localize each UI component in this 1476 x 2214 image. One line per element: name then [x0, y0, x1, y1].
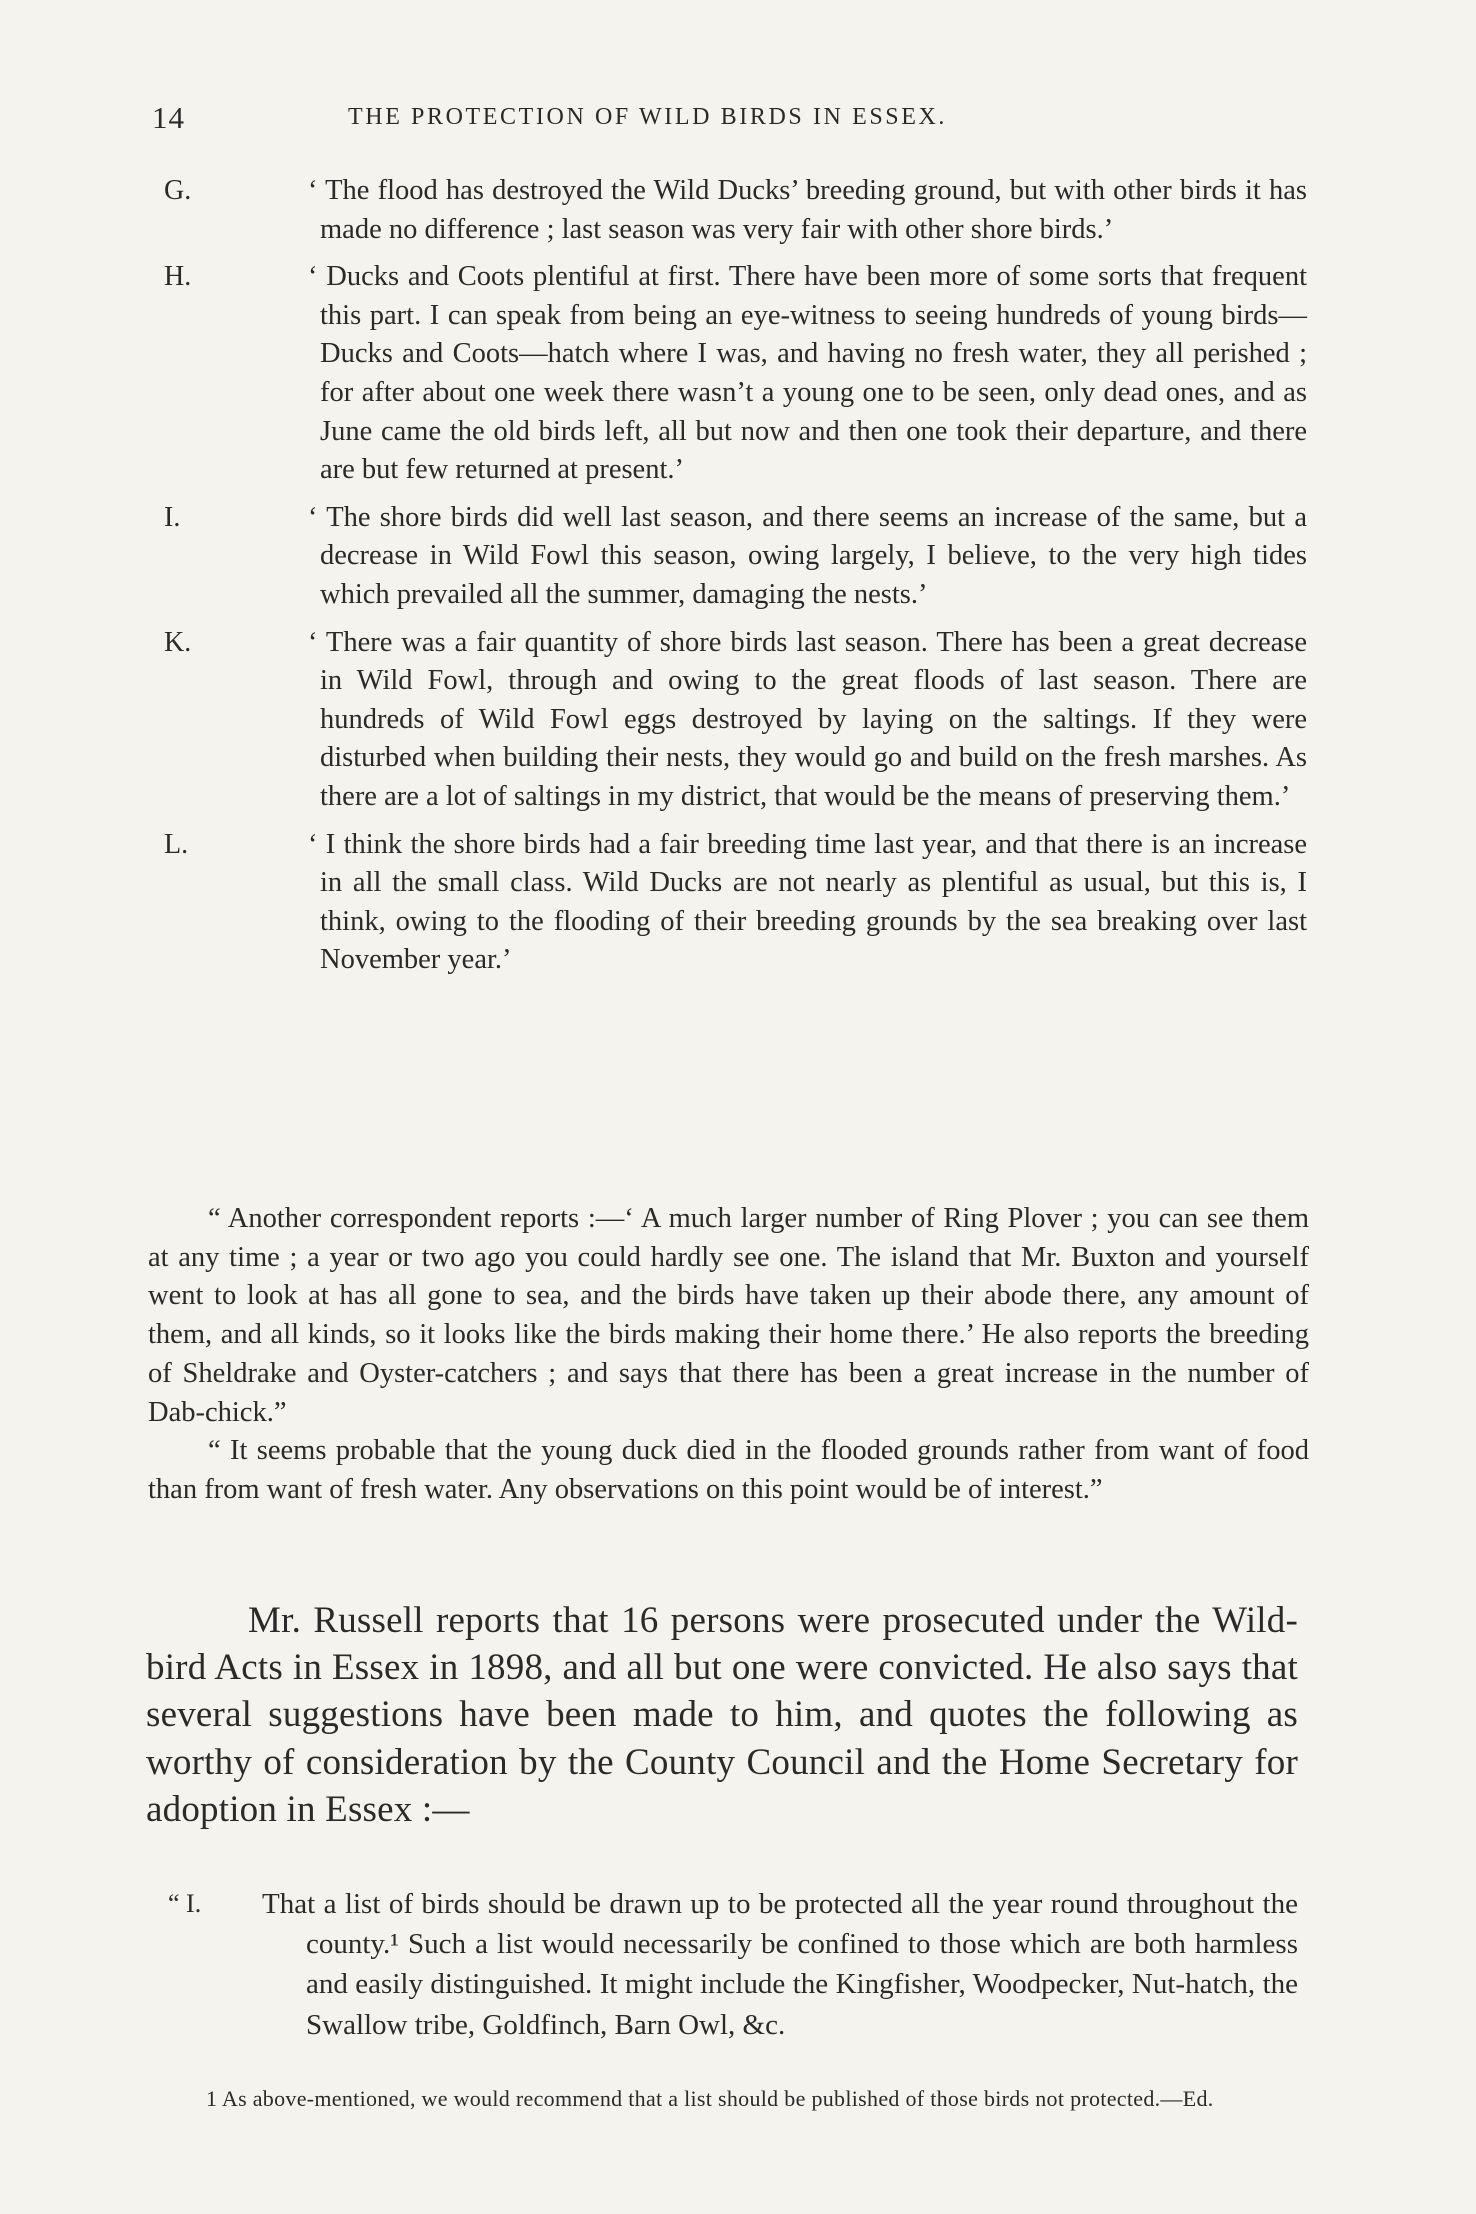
correspondent-report-paragraph: “ Another correspondent reports :—‘ A much larger number of Ring Plover ; you can see them at any time ; a year or two ago you could hardly see one. The island that Mr. Buxton and yourself went to look at has all gone to sea, and the birds have taken up their abode there, any amount of them, and all kinds, so it looks like the birds making their home there.’ He also reports the breeding of Sheldrake and Oyster-catchers ; and says that there has been a great increase in the number of Dab-chick.”	[148, 1203, 1309, 1428]
running-head: THE PROTECTION OF WILD BIRDS IN ESSEX.	[348, 104, 948, 130]
entry-text: ‘ The shore birds did well last season, and there seems an increase of the same, but a decrease in Wild Fowl this season, owing largely, I believe, to the very high tides which prevailed all the summer, damaging the nests.’	[308, 501, 1307, 610]
entry-letter: L.	[164, 828, 189, 860]
suggestion-text: That a list of birds should be drawn up to be protected all the year round throughout the county.¹ Such a list would necessarily be confined to those which are both harmless and easily distinguished. It might include the Kingfisher, Woodpecker, Nut-hatch, the Swallow tribe, Goldfinch, Barn Owl, &c.	[262, 1888, 1298, 2041]
entry-g	[152, 172, 1307, 249]
suggestion-item	[168, 1884, 1298, 2045]
entry-text: ‘ The flood has destroyed the Wild Ducks’ breeding ground, but with other birds it has made no difference ; last season was very fair with other shore birds.’	[308, 175, 1307, 245]
entry-letter: I.	[164, 501, 181, 533]
quoted-report	[148, 1200, 1309, 1510]
page-number: 14	[152, 100, 185, 135]
correspondent-entries	[152, 172, 1307, 989]
entry-l	[152, 826, 1307, 980]
entry-text: ‘ There was a fair quantity of shore birds last season. There has been a great decrease in Wild Fowl, through and owing to the great floods of last season. There are hundreds of Wild Fowl eggs destroyed by laying on the saltings. If they were disturbed when building their nests, they would go and build on the fresh marshes. As there are a lot of saltings in my district, that would be the means of preserving them.’	[308, 626, 1307, 812]
footnote: 1 As above-mentioned, we would recommend that a list should be published of those birds not protected.—Ed.	[206, 2086, 1214, 2111]
entry-text: ‘ Ducks and Coots plentiful at first. There have been more of some sorts that frequent this part. I can speak from being an eye-witness to seeing hundreds of young birds—Ducks and Coots—hatch where I was, and having no fresh water, they all perished ; for after about one week there wasn’t a young one to be seen, only dead ones, and as June came the old birds left, all but now and then one took their departure, and there are but few returned at present.’	[308, 261, 1307, 486]
entry-letter: K.	[164, 626, 192, 658]
entry-text: ‘ I think the shore birds had a fair breeding time last year, and that there is an increase in all the small class. Wild Ducks are not nearly as plentiful as usual, but this is, I think, owing to the flooding of their breeding grounds by the sea breaking over last November year.’	[308, 828, 1307, 976]
entry-letter: G.	[164, 175, 192, 206]
entry-k	[152, 624, 1307, 817]
suggestion-number: “ I.	[168, 1889, 202, 1918]
entry-letter: H.	[164, 261, 192, 293]
russell-report-paragraph: Mr. Russell reports that 16 persons were prosecuted under the Wild-bird Acts in Essex in 1898, and all but one were convicted. He also says that several suggestions have been made to him, and quotes the following as worthy of consideration by the County Council and the Home Secretary for adoption in Essex :—	[146, 1600, 1298, 1830]
entry-i	[152, 499, 1307, 615]
observation-paragraph: “ It seems probable that the young duck died in the flooded grounds rather from want of food than from want of fresh water. Any observations on this point would be of interest.”	[148, 1435, 1309, 1505]
entry-h	[152, 258, 1307, 490]
